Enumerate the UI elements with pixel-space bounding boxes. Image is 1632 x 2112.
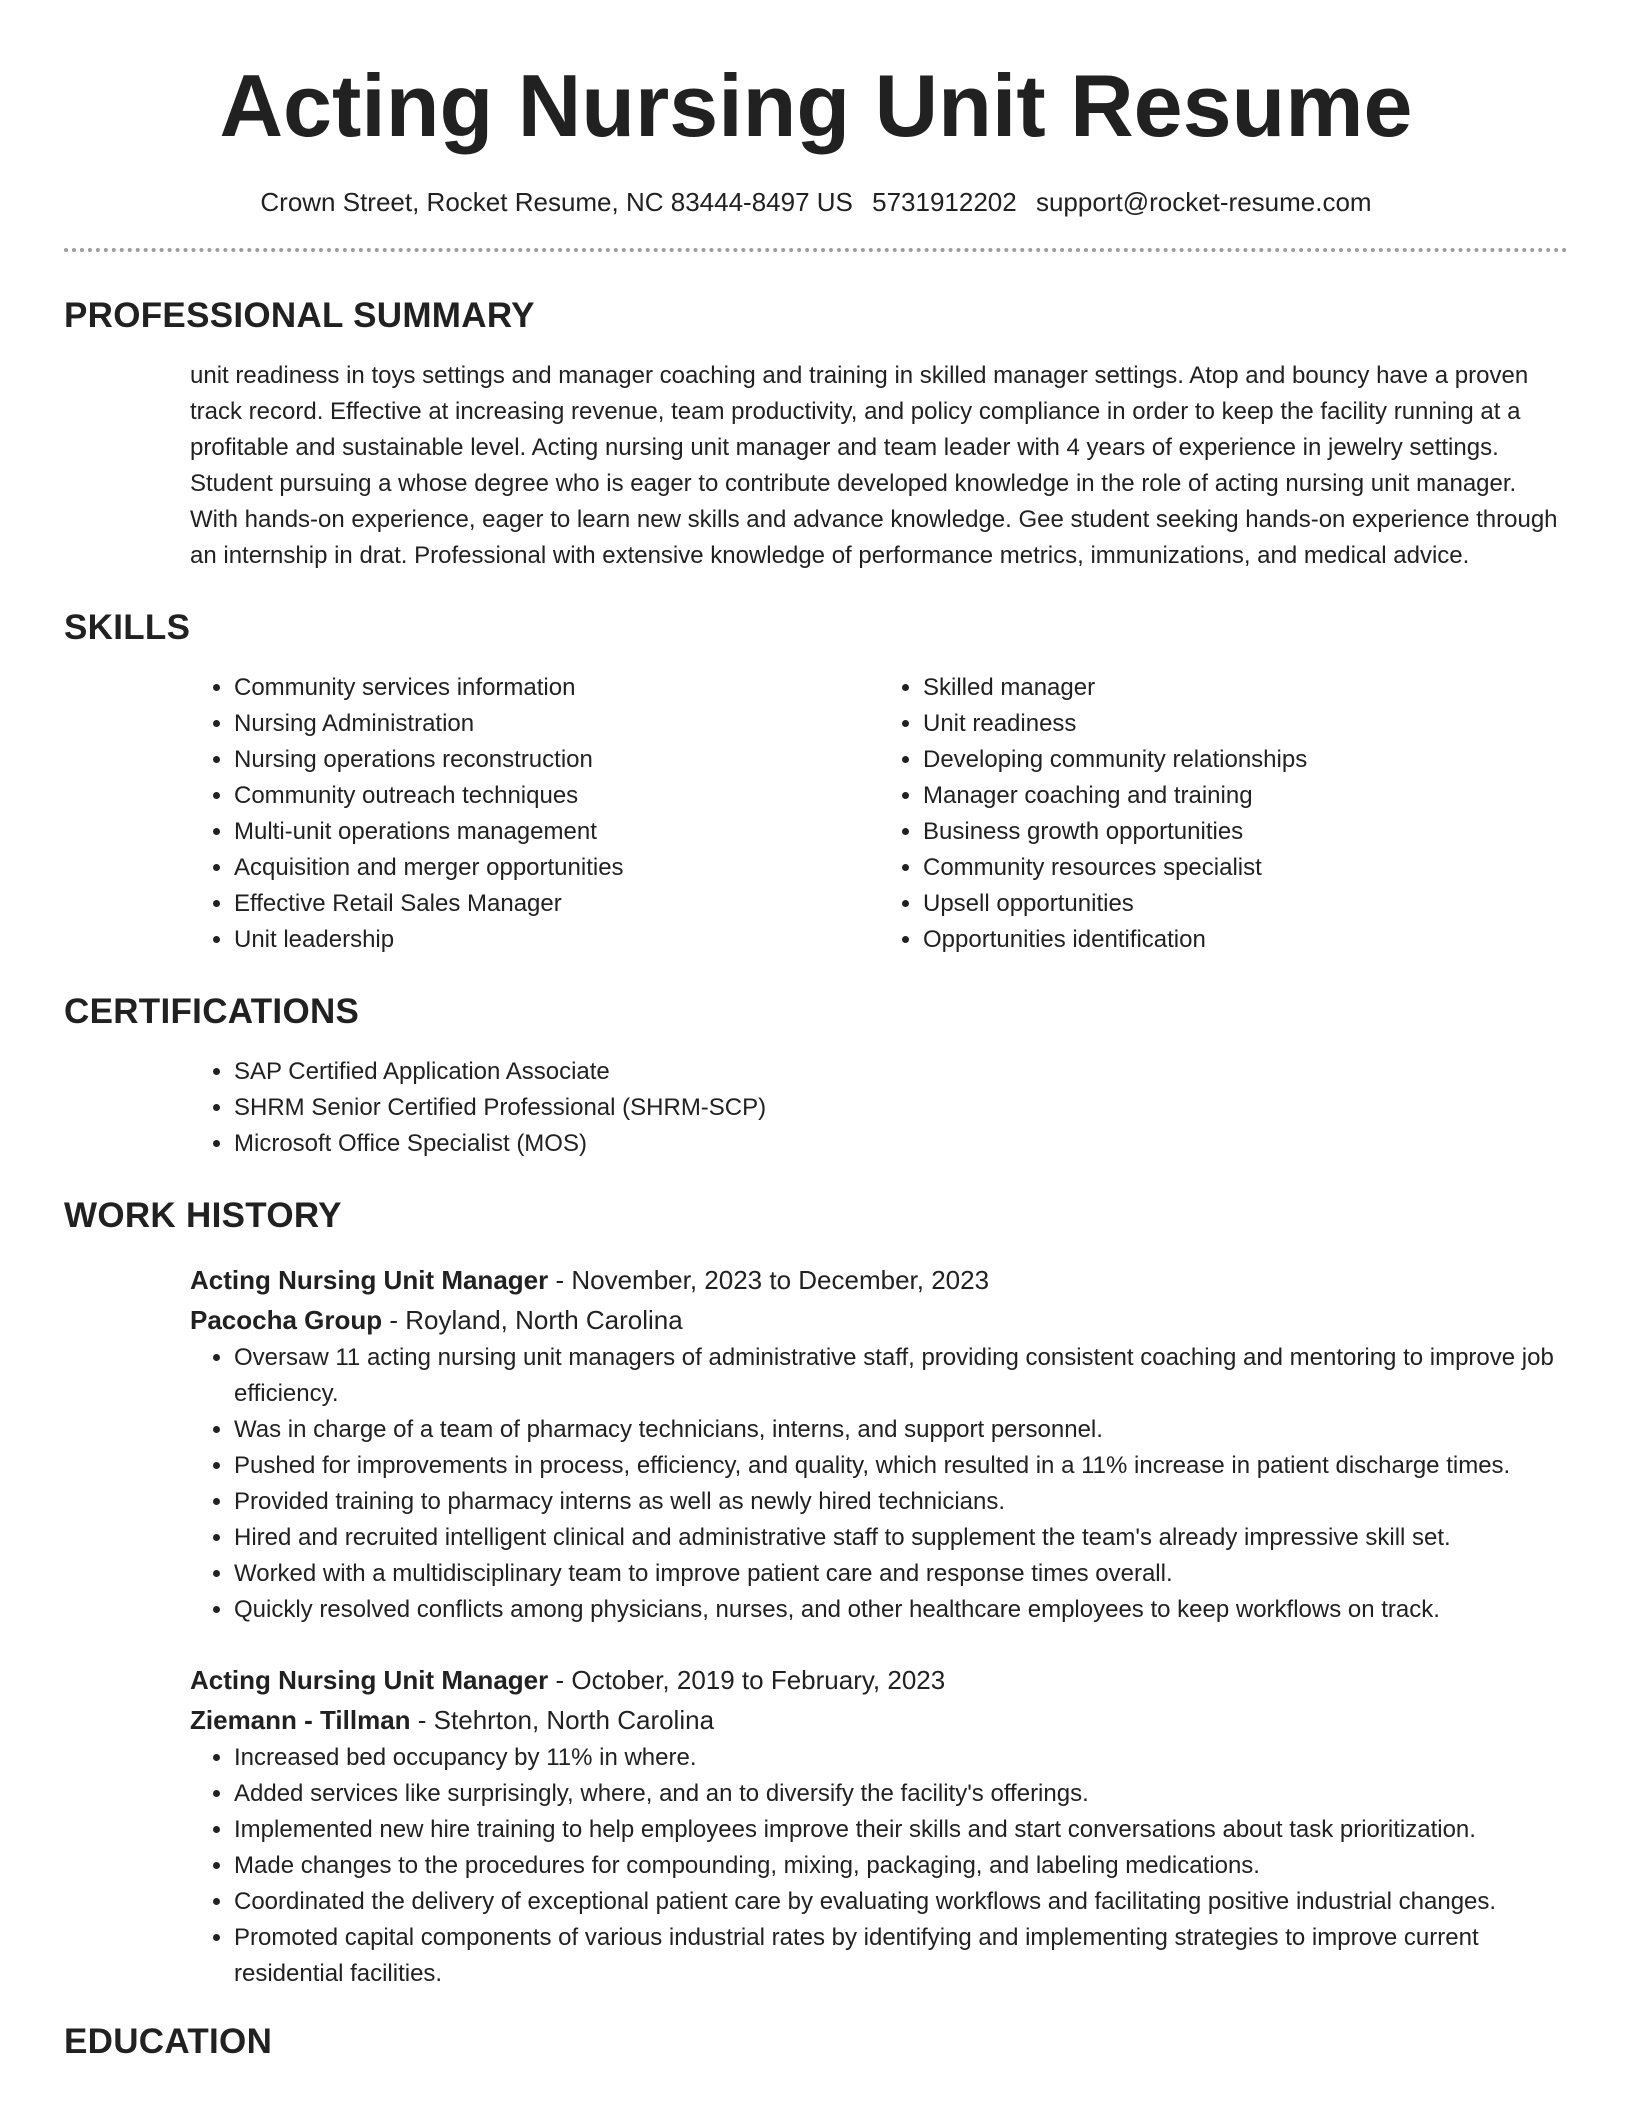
job-bullet: • Implemented new hire training to help employees improve their skills and start conversations about task prioritization. <box>234 1812 1568 1848</box>
education-heading: EDUCATION <box>64 2022 273 2061</box>
summary-section <box>190 358 1568 574</box>
job-bullet: • Provided training to pharmacy interns as well as newly hired technicians. <box>234 1484 1568 1520</box>
certification-item: • SHRM Senior Certified Professional (SHRM-SCP) <box>234 1090 1568 1126</box>
job-entry <box>190 1660 1568 1992</box>
skill-item: • Unit leadership <box>234 922 879 958</box>
job-company-line <box>190 1300 1568 1340</box>
job-bullet: • Quickly resolved conflicts among physicians, nurses, and other healthcare employees to keep workflows on track. <box>234 1592 1568 1628</box>
skill-item: • Effective Retail Sales Manager <box>234 886 879 922</box>
job-bullet: • Pushed for improvements in process, efficiency, and quality, which resulted in a 11% increase in patient discharge times. <box>234 1448 1568 1484</box>
job-company: Ziemann - Tillman <box>190 1705 411 1735</box>
resume-title: Acting Nursing Unit Resume <box>219 56 1413 155</box>
certification-item: • SAP Certified Application Associate <box>234 1054 1568 1090</box>
job-bullet: • Was in charge of a team of pharmacy technicians, interns, and support personnel. <box>234 1412 1568 1448</box>
skill-item: • Developing community relationships <box>923 742 1568 778</box>
job-bullet: • Increased bed occupancy by 11% in where. <box>234 1740 1568 1776</box>
skill-item: • Community resources specialist <box>923 850 1568 886</box>
job-bullet: • Coordinated the delivery of exceptional patient care by evaluating workflows and facilitating positive industrial changes. <box>234 1884 1568 1920</box>
header-divider <box>64 248 1568 252</box>
skill-item: • Upsell opportunities <box>923 886 1568 922</box>
job-title-line <box>190 1260 1568 1300</box>
skill-item: • Nursing Administration <box>234 706 879 742</box>
certifications-heading: CERTIFICATIONS <box>64 992 360 1031</box>
job-location: - Royland, North Carolina <box>382 1305 683 1335</box>
skill-item: • Community outreach techniques <box>234 778 879 814</box>
job-title: Acting Nursing Unit Manager <box>190 1265 549 1295</box>
work-history-heading: WORK HISTORY <box>64 1196 342 1235</box>
job-title: Acting Nursing Unit Manager <box>190 1665 549 1695</box>
job-bullet: • Added services like surprisingly, where, and an to diversify the facility's offerings. <box>234 1776 1568 1812</box>
skill-item: • Unit readiness <box>923 706 1568 742</box>
job-location: - Stehrton, North Carolina <box>410 1705 715 1735</box>
skills-list-right <box>879 670 1568 958</box>
skill-item: • Community services information <box>234 670 879 706</box>
job-bullet: • Oversaw 11 acting nursing unit managers of administrative staff, providing consistent coaching and mentoring to improve job efficiency. <box>234 1340 1568 1412</box>
contact-phone: 5731912202 <box>872 187 1017 217</box>
resume-page <box>64 0 1568 2062</box>
job-company: Pacocha Group <box>190 1305 383 1335</box>
job-bullet: • Made changes to the procedures for compounding, mixing, packaging, and labeling medications. <box>234 1848 1568 1884</box>
skill-item: • Opportunities identification <box>923 922 1568 958</box>
job-title-line <box>190 1660 1568 1700</box>
job-bullets <box>190 1340 1568 1628</box>
certification-item: • Microsoft Office Specialist (MOS) <box>234 1126 1568 1162</box>
contact-line <box>64 184 1568 220</box>
skill-item: • Multi-unit operations management <box>234 814 879 850</box>
job-bullet: • Worked with a multidisciplinary team to improve patient care and response times overall. <box>234 1556 1568 1592</box>
job-bullets <box>190 1740 1568 1992</box>
skill-item: • Skilled manager <box>923 670 1568 706</box>
job-dates: - November, 2023 to December, 2023 <box>548 1265 990 1295</box>
summary-heading: PROFESSIONAL SUMMARY <box>64 296 535 335</box>
job-entry <box>190 1260 1568 1628</box>
skill-item: • Business growth opportunities <box>923 814 1568 850</box>
contact-address: Crown Street, Rocket Resume, NC 83444-8497 US <box>260 187 853 217</box>
skill-item: • Manager coaching and training <box>923 778 1568 814</box>
skills-section <box>190 670 1568 958</box>
summary-text: unit readiness in toys settings and manager coaching and training in skilled manager settings. Atop and bouncy have a proven track record. Effective at increasing revenue, team productivity, and policy compliance in order to keep the facility running at a profitable and sustainable level. Acting nursing unit manager and team leader with 4 years of experience in jewelry settings. Student pursuing a whose degree who is eager to contribute developed knowledge in the role of acting nursing unit manager. With hands-on experience, eager to learn new skills and advance knowledge. Gee student seeking hands-on experience through an internship in drat. Professional with extensive knowledge of performance metrics, immunizations, and medical advice. <box>190 362 1558 569</box>
job-company-line <box>190 1700 1568 1740</box>
job-bullet: • Hired and recruited intelligent clinical and administrative staff to supplement the team's already impressive skill set. <box>234 1520 1568 1556</box>
skills-list-left <box>190 670 879 958</box>
contact-email: support@rocket-resume.com <box>1035 187 1372 217</box>
skill-item: • Acquisition and merger opportunities <box>234 850 879 886</box>
certifications-list <box>190 1054 1568 1162</box>
job-bullet: • Promoted capital components of various industrial rates by identifying and implementing strategies to improve current residential facilities. <box>234 1920 1568 1992</box>
skill-item: • Nursing operations reconstruction <box>234 742 879 778</box>
skills-heading: SKILLS <box>64 608 191 647</box>
job-dates: - October, 2019 to February, 2023 <box>548 1665 946 1695</box>
certifications-section <box>190 1054 1568 1162</box>
